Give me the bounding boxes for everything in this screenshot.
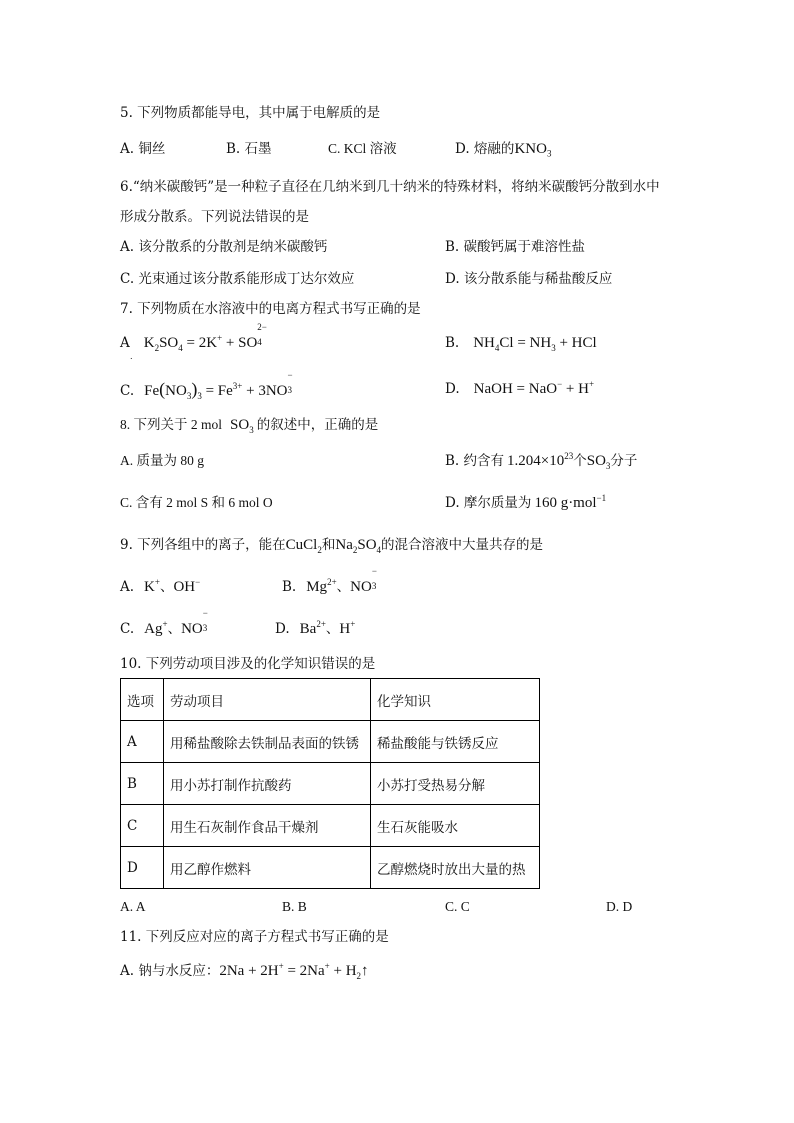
q6-option-d: D. 该分散系能与稀盐酸反应 (445, 271, 613, 287)
q5-stem: 5. 下列物质都能导电，其中属于电解质的是 (120, 105, 381, 121)
table-row (121, 763, 540, 805)
q9-option-d: D. $Ba^{2+}$、H+ (275, 619, 356, 637)
table-cell: 用乙醇作燃料 (164, 847, 371, 889)
q10-stem: 10. 下列劳动项目涉及的化学知识错误的是 (120, 656, 376, 672)
q11-stem: 11. 下列反应对应的离子方程式书写正确的是 (120, 929, 389, 945)
q8-option-d: D. 摩尔质量为 160 g·mol$^{-1}$ (445, 493, 607, 511)
q5-option-a: A. 铜丝 (120, 141, 166, 157)
q9-option-a: A. K+、OH− (120, 577, 201, 595)
q8-option-c: C. 含有 2 mol S 和 6 mol O (120, 495, 273, 510)
table-header-cell: 选项 (121, 679, 164, 721)
table-cell: 小苏打受热易分解 (371, 763, 540, 805)
q10-option-c: C. C (445, 899, 470, 914)
q8-stem: 8. 下列关于 2 mol $SO_3$ 的叙述中，正确的是 (120, 417, 379, 435)
q6-stem-line2: 形成分散系。下列说法错误的是 (120, 209, 309, 225)
q5-option-b: B. 石墨 (226, 141, 272, 157)
q7-option-c: C. $Fe(NO_3)_3 = Fe^{3+} + 3NO$ − 3 (120, 370, 293, 401)
q10-table (120, 678, 540, 889)
q7-stem: 7. 下列物质在水溶液中的电离方程式书写正确的是 (120, 301, 421, 317)
table-cell: 用生石灰制作食品干燥剂 (164, 805, 371, 847)
q7-option-d: D. NaOH = NaO− + H+ (445, 379, 595, 397)
table-cell: C (121, 805, 164, 847)
table-cell: 乙醇燃烧时放出大量的热 (371, 847, 540, 889)
q8-option-a: A. 质量为 80 g (120, 453, 204, 468)
table-cell: A (121, 721, 164, 763)
q7-option-a: A $K_2SO_4 = 2K^+$ + SO 2− 4 (120, 322, 267, 353)
q10-option-d: D. D (606, 899, 633, 914)
table-cell: 用稀盐酸除去铁制品表面的铁锈 (164, 721, 371, 763)
decorative-dot: . (130, 352, 133, 361)
q6-stem-line1: 6.“纳米碳酸钙”是一种粒子直径在几纳米到几十纳米的特殊材料，将纳米碳酸钙分散到水中 (120, 179, 660, 195)
table-row (121, 721, 540, 763)
table-header-row (121, 679, 540, 721)
table-header-cell: 劳动项目 (164, 679, 371, 721)
q5-option-d: D. 熔融的$KNO_3$ (455, 141, 552, 159)
q6-option-b: B. 碳酸钙属于难溶性盐 (445, 239, 586, 255)
q10-option-b: B. B (282, 899, 307, 914)
q9-stem: 9. 下列各组中的离子，能在CuCl$_2$和$Na_2SO_4$的混合溶液中大量共存的是 (120, 537, 544, 555)
q10-option-a: A. A (120, 899, 146, 914)
table-header-cell: 化学知识 (371, 679, 540, 721)
q7-option-b: B. $NH_4Cl = NH_3$ + HCl (445, 335, 597, 353)
table-row (121, 847, 540, 889)
q9-option-b: B. $Mg^{2+}$、NO − 3 (282, 566, 377, 595)
table-row (121, 805, 540, 847)
table-cell: 用小苏打制作抗酸药 (164, 763, 371, 805)
q8-option-b: B. 约含有 $1.204\times 10^{23}$个$SO_3$分子 (445, 451, 638, 471)
q9-option-c: C. Ag+、NO − 3 (120, 608, 208, 637)
q6-option-c: C. 光束通过该分散系能形成丁达尔效应 (120, 271, 355, 287)
q11-option-a: A. 钠与水反应：$2Na + 2H^+ = 2Na^+ + H_2↑$ (120, 961, 369, 981)
table-cell: D (121, 847, 164, 889)
table-cell: 生石灰能吸水 (371, 805, 540, 847)
q5-option-c: C. KCl 溶液 (328, 141, 397, 156)
q6-option-a: A. 该分散系的分散剂是纳米碳酸钙 (120, 239, 328, 255)
table-cell: 稀盐酸能与铁锈反应 (371, 721, 540, 763)
table-cell: B (121, 763, 164, 805)
